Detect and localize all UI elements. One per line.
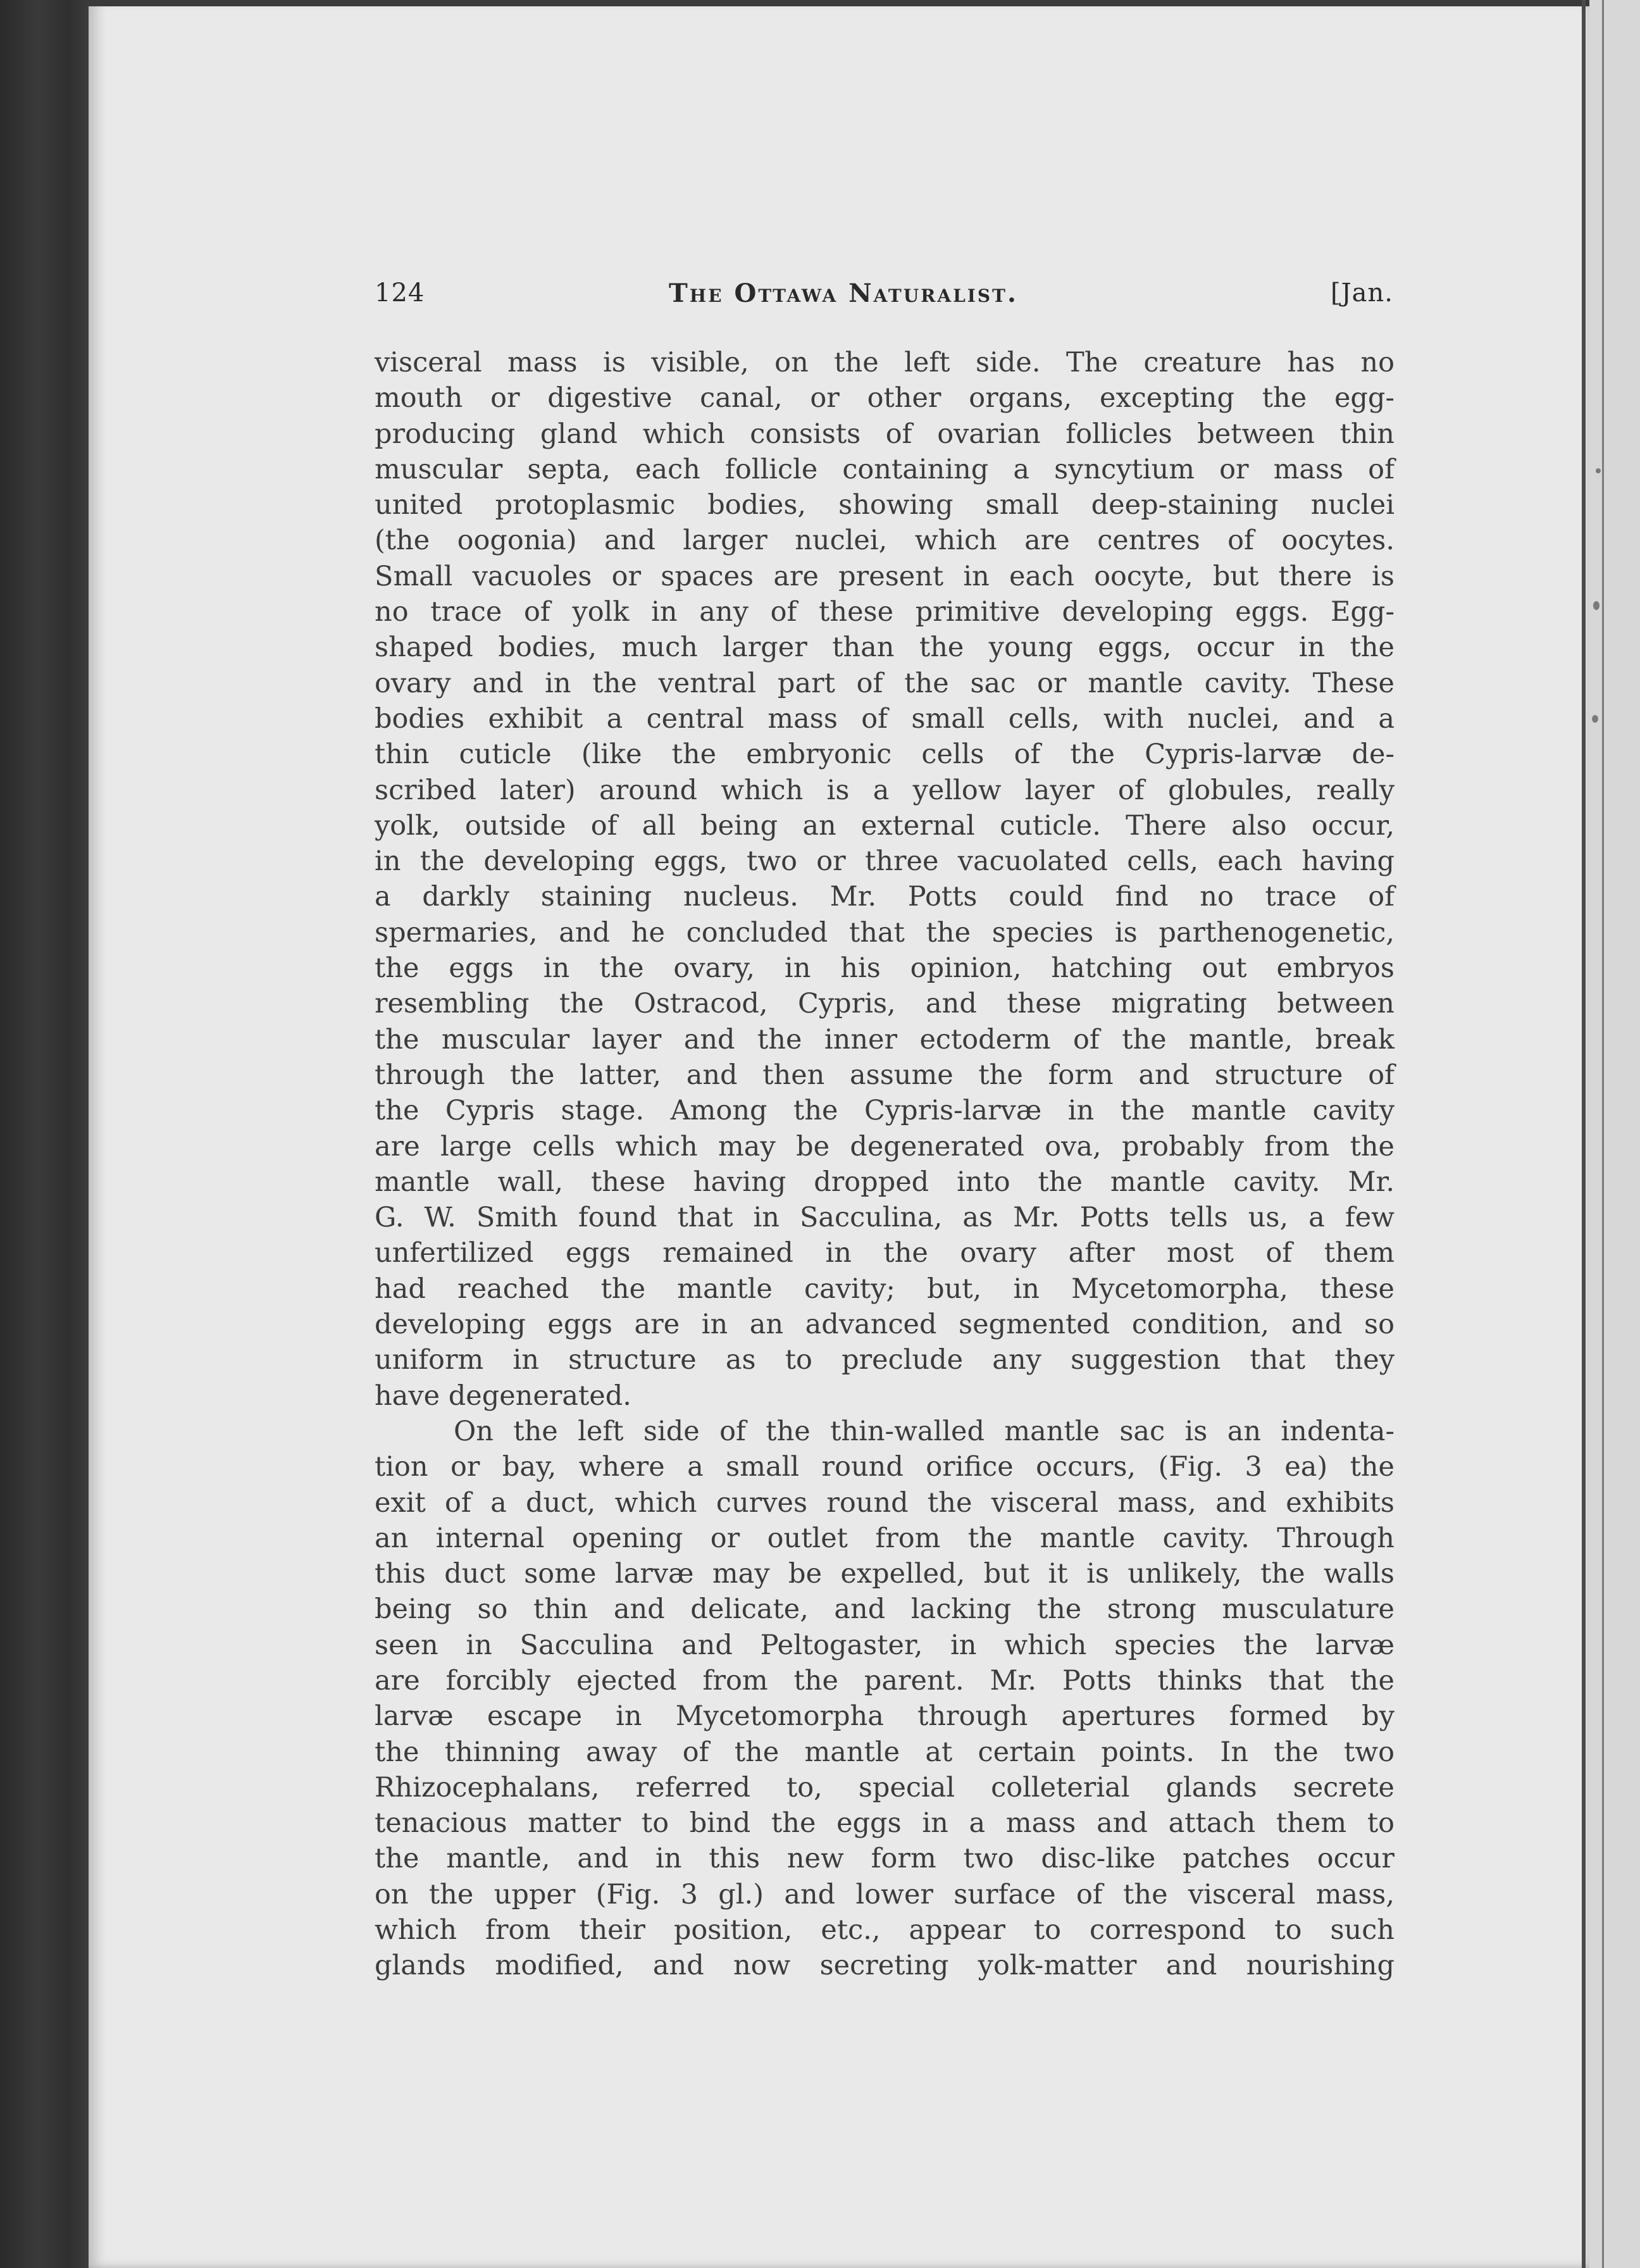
text-line: exit of a duct, which curves round the visceral mass, and exhibits [375, 1486, 1395, 1519]
text-line: producing gland which consists of ovarian follicles between thin [375, 418, 1395, 450]
text-line: muscular septa, each follicle containing a syncytium or mass of [375, 453, 1395, 485]
text-line: scribed later) around which is a yellow layer of globules, really [375, 774, 1395, 806]
paragraph [375, 345, 1395, 1414]
scan-speck [1592, 715, 1598, 723]
text-line: united protoplasmic bodies, showing small deep-staining nuclei [375, 489, 1395, 521]
text-line: which from their position, etc., appear to correspond to such [375, 1914, 1395, 1947]
text-line: Rhizocephalans, referred to, special colleterial glands secrete [375, 1771, 1395, 1804]
text-line: the Cypris stage. Among the Cypris-larvæ in the mantle cavity [375, 1095, 1395, 1127]
text-line: tion or bay, where a small round orifice occurs, (Fig. 3 ea) the [375, 1451, 1395, 1483]
text-line: (the oogonia) and larger nuclei, which are centres of oocytes. [375, 525, 1395, 557]
text-line: the thinning away of the mantle at certain points. In the two [375, 1736, 1395, 1768]
text-line: the mantle, and in this new form two disc-like patches occur [375, 1843, 1395, 1875]
text-line: thin cuticle (like the embryonic cells of the Cypris-larvæ de- [375, 738, 1395, 771]
text-line: tenacious matter to bind the eggs in a mass and attach them to [375, 1807, 1395, 1840]
text-line: have degenerated. [375, 1380, 631, 1412]
issue-month: [Jan. [1331, 278, 1393, 308]
text-line: through the latter, and then assume the form and structure of [375, 1059, 1395, 1091]
text-line: are forcibly ejected from the parent. Mr. Potts thinks that the [375, 1664, 1395, 1697]
journal-title: The Ottawa Naturalist. [669, 278, 1018, 308]
text-line: seen in Sacculina and Peltogaster, in which species the larvæ [375, 1629, 1395, 1661]
text-line: mouth or digestive canal, or other organs, excepting the egg- [375, 382, 1395, 414]
text-line: yolk, outside of all being an external cuticle. There also occur, [375, 809, 1395, 842]
text-line: shaped bodies, much larger than the young eggs, occur in the [375, 632, 1395, 664]
text-line: on the upper (Fig. 3 gl.) and lower surface of the visceral mass, [375, 1878, 1395, 1910]
text-line: unfertilized eggs remained in the ovary after most of them [375, 1237, 1395, 1269]
text-line: visceral mass is visible, on the left side. The creature has no [375, 347, 1395, 378]
text-line: are large cells which may be degenerated ova, probably from the [375, 1130, 1395, 1162]
text-line: Small vacuoles or spaces are present in each oocyte, but there is [375, 560, 1395, 592]
right-edge-rule [1582, 0, 1586, 2268]
text-line: no trace of yolk in any of these primitive developing eggs. Egg- [375, 596, 1395, 628]
text-line: glands modified, and now secreting yolk-matter and nourishing [375, 1950, 1395, 1982]
text-line: developing eggs are in an advanced segmented condition, and so [375, 1309, 1395, 1341]
text-line: an internal opening or outlet from the mantle cavity. Through [375, 1522, 1395, 1554]
body-text [375, 345, 1395, 1984]
paragraph [375, 1414, 1395, 1984]
text-line: spermaries, and he concluded that the species is parthenogenetic, [375, 916, 1395, 949]
text-line: resembling the Ostracod, Cypris, and these migrating between [375, 988, 1395, 1020]
text-line: had reached the mantle cavity; but, in Mycetomorpha, these [375, 1273, 1395, 1305]
text-line: the eggs in the ovary, in his opinion, hatching out embryos [375, 952, 1395, 985]
text-line: mantle wall, these having dropped into the mantle cavity. Mr. [375, 1166, 1395, 1198]
page-number: 124 [375, 278, 425, 308]
text-line: being so thin and delicate, and lacking the strong musculature [375, 1593, 1395, 1626]
right-edge-rule-secondary [1602, 0, 1604, 2268]
top-edge [89, 0, 1589, 6]
text-line: bodies exhibit a central mass of small cells, with nuclei, and a [375, 702, 1395, 735]
text-line: this duct some larvæ may be expelled, but it is unlikely, the walls [375, 1558, 1395, 1590]
text-line: in the developing eggs, two or three vacuolated cells, each having [375, 845, 1395, 878]
text-line: uniform in structure as to preclude any suggestion that they [375, 1344, 1395, 1376]
scan-speck [1596, 468, 1601, 473]
text-line: ovary and in the ventral part of the sac or mantle cavity. These [375, 667, 1395, 699]
running-header [375, 278, 1393, 316]
text-line: a darkly staining nucleus. Mr. Potts could find no trace of [375, 881, 1395, 913]
scan-speck [1593, 601, 1600, 610]
text-line: the muscular layer and the inner ectoderm of the mantle, break [375, 1023, 1395, 1056]
text-line: larvæ escape in Mycetomorpha through apertures formed by [375, 1700, 1395, 1733]
text-line: On the left side of the thin-walled mantle sac is an indenta- [454, 1415, 1395, 1447]
right-margin [1589, 0, 1640, 2268]
text-line: G. W. Smith found that in Sacculina, as Mr. Potts tells us, a few [375, 1202, 1395, 1234]
